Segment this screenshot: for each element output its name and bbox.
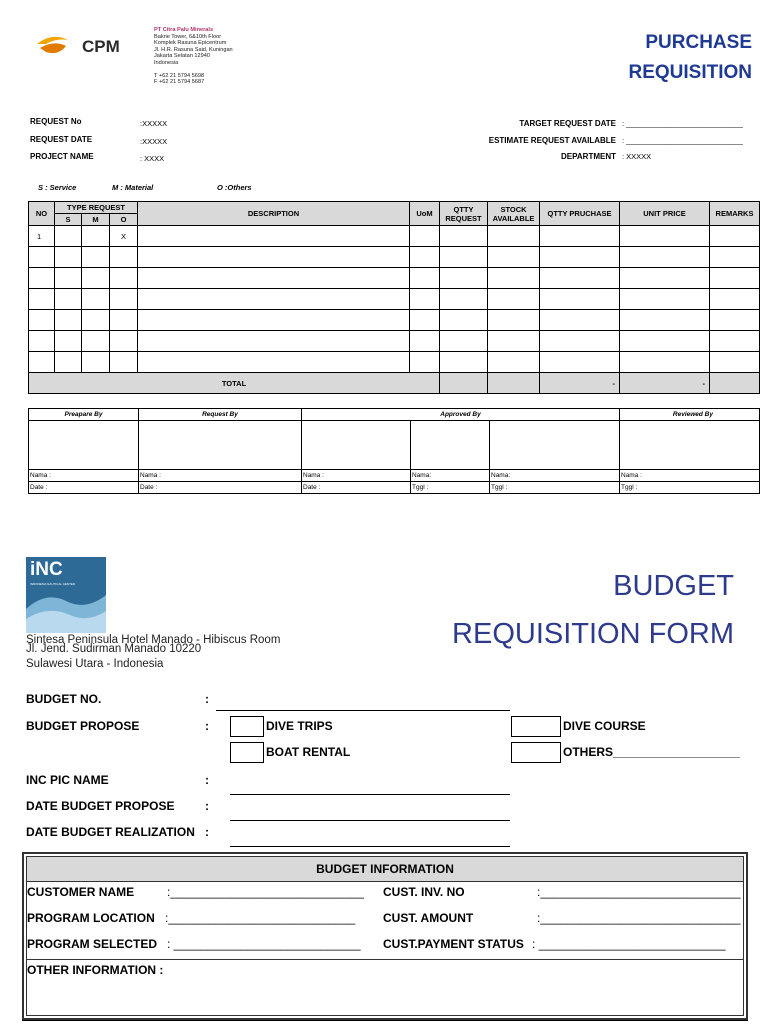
cell[interactable] <box>82 331 110 352</box>
cell[interactable] <box>138 352 410 373</box>
date-field[interactable]: Tggl : <box>411 482 490 494</box>
nama-field[interactable]: Nama: <box>411 470 490 482</box>
cell[interactable] <box>55 247 82 268</box>
date-field[interactable]: Tggl : <box>620 482 760 494</box>
table-row <box>29 289 760 310</box>
cust-amount-input[interactable]: :______________________________ <box>537 911 741 925</box>
address-line: Jakarta Selatan 12940 <box>154 53 210 60</box>
table-row <box>29 247 760 268</box>
cpm-logo-text: CPM <box>82 37 120 56</box>
cell[interactable] <box>440 331 488 352</box>
colon: : <box>205 692 209 706</box>
request-by-heading: Request By <box>139 409 302 421</box>
budget-information-heading: BUDGET INFORMATION <box>27 857 743 882</box>
items-table <box>28 201 760 394</box>
cell[interactable] <box>110 268 138 289</box>
total-stock <box>488 373 540 394</box>
cust-inv-no-input[interactable]: :______________________________ <box>537 885 741 899</box>
signature-box[interactable] <box>411 421 490 470</box>
inc-address <box>26 633 280 672</box>
total-qtty-request <box>440 373 488 394</box>
cell[interactable] <box>410 289 440 310</box>
address-line: Sintesa Peninsula Hotel Manado - Hibiscus Room <box>26 634 281 646</box>
address-line: Sulawesi Utara - Indonesia <box>26 658 164 670</box>
cell[interactable] <box>82 268 110 289</box>
cust-inv-no-label: CUST. INV. NO <box>383 885 465 899</box>
cell[interactable] <box>440 268 488 289</box>
form-title <box>628 28 752 88</box>
cell[interactable] <box>710 352 760 373</box>
address-line: Bakrie Tower, 6&10th Floor <box>154 33 222 40</box>
total-row <box>29 373 760 394</box>
header-uom: UoM <box>410 202 440 226</box>
cell[interactable] <box>110 247 138 268</box>
cell[interactable] <box>540 268 620 289</box>
date-field[interactable]: Date : <box>29 482 139 494</box>
company-address <box>154 27 233 86</box>
cell[interactable] <box>710 247 760 268</box>
date-field[interactable]: Tggl : <box>490 482 620 494</box>
request-no-value[interactable]: :XXXXX <box>140 119 168 128</box>
header-o: O <box>110 214 138 226</box>
cell[interactable] <box>138 331 410 352</box>
cell[interactable] <box>620 268 710 289</box>
others-label[interactable]: OTHERS___________________ <box>563 745 740 759</box>
cell[interactable] <box>29 310 55 331</box>
cell[interactable] <box>440 310 488 331</box>
dive-course-checkbox[interactable] <box>511 716 561 737</box>
cell[interactable] <box>440 289 488 310</box>
address-line: Komplek Rasuna Epicentrum <box>154 40 227 47</box>
header-qtty-purchase: QTTY PRUCHASE <box>540 202 620 226</box>
cell[interactable] <box>710 289 760 310</box>
cell-s[interactable] <box>55 226 82 247</box>
cell[interactable] <box>110 310 138 331</box>
budget-information-inner <box>26 856 744 1016</box>
cell[interactable] <box>410 352 440 373</box>
project-name-label: PROJECT NAME <box>30 152 94 161</box>
cell[interactable] <box>540 331 620 352</box>
legend-service: S : Service <box>38 183 77 192</box>
wave-graphic <box>26 587 106 633</box>
cell[interactable] <box>620 352 710 373</box>
cell[interactable] <box>110 352 138 373</box>
address-line: Jl. H.R. Rasuna Said, Kuningan <box>154 46 233 53</box>
cell[interactable] <box>410 331 440 352</box>
title-line: PURCHASE <box>645 32 752 53</box>
cell[interactable] <box>138 247 410 268</box>
estimate-available-label: ESTIMATE REQUEST AVAILABLE <box>488 136 616 145</box>
inc-pic-name-label: INC PIC NAME <box>26 773 109 787</box>
cell[interactable] <box>620 247 710 268</box>
customer-name-input[interactable]: :_____________________________ <box>167 885 364 899</box>
nama-field[interactable]: Nama : <box>139 470 302 482</box>
request-date-value[interactable]: :XXXXX <box>140 137 168 146</box>
cell[interactable] <box>29 331 55 352</box>
cell[interactable] <box>540 247 620 268</box>
department-label: DEPARTMENT <box>561 152 616 161</box>
cell[interactable] <box>410 268 440 289</box>
cell[interactable] <box>138 268 410 289</box>
date-budget-propose-input[interactable] <box>230 820 510 821</box>
cell[interactable] <box>710 331 760 352</box>
colon: : <box>205 719 209 733</box>
cell-unit-price[interactable] <box>620 226 710 247</box>
cell[interactable] <box>55 268 82 289</box>
cell[interactable] <box>410 247 440 268</box>
nama-field[interactable]: Nama : <box>29 470 139 482</box>
signature-box[interactable] <box>302 421 411 470</box>
cell[interactable] <box>110 331 138 352</box>
cell-o[interactable]: X <box>110 226 138 247</box>
target-date-value[interactable]: : ____________________________ <box>622 119 743 128</box>
inc-logo-subtext: INDONESIA NAUTICAL CENTER <box>30 582 76 586</box>
request-date-label: REQUEST DATE <box>30 135 93 144</box>
cell[interactable] <box>29 268 55 289</box>
cell[interactable] <box>55 331 82 352</box>
cell[interactable] <box>138 310 410 331</box>
budget-information-box <box>22 852 748 1020</box>
total-remarks <box>710 373 760 394</box>
cell-m[interactable] <box>82 226 110 247</box>
header-m: M <box>82 214 110 226</box>
reviewed-by-heading: Reviewed By <box>620 409 760 421</box>
cell[interactable] <box>620 310 710 331</box>
date-field[interactable]: Date : <box>139 482 302 494</box>
cust-amount-label: CUST. AMOUNT <box>383 911 474 925</box>
header-remarks: REMARKS <box>710 202 760 226</box>
cell-qtty-purchase[interactable] <box>540 226 620 247</box>
nama-field[interactable]: Nama: <box>490 470 620 482</box>
cell[interactable] <box>488 247 540 268</box>
title-line: BUDGET <box>613 570 734 602</box>
program-location-input[interactable]: :____________________________ <box>165 911 356 925</box>
header-qtty-request: QTTY REQUEST <box>440 202 488 226</box>
cell[interactable] <box>82 247 110 268</box>
cust-payment-status-label: CUST.PAYMENT STATUS <box>383 937 524 951</box>
title-line: REQUISITION FORM <box>452 618 734 650</box>
divider <box>27 959 743 960</box>
cell[interactable] <box>488 331 540 352</box>
cell[interactable] <box>29 352 55 373</box>
nama-field[interactable]: Nama : <box>302 470 411 482</box>
header-type-request: TYPE REQUEST <box>55 202 138 214</box>
customer-name-label: CUSTOMER NAME <box>27 885 135 899</box>
dive-course-label: DIVE COURSE <box>563 719 646 733</box>
cell[interactable] <box>110 289 138 310</box>
estimate-available-value[interactable]: : ____________________________ <box>622 136 743 145</box>
inc-logo <box>26 557 106 633</box>
table-row <box>29 352 760 373</box>
cell[interactable] <box>488 310 540 331</box>
inc-logo-text: iNC <box>30 559 63 580</box>
dive-trips-label: DIVE TRIPS <box>266 719 333 733</box>
signature-box[interactable] <box>620 421 760 470</box>
cell[interactable] <box>540 289 620 310</box>
table-row <box>29 226 760 247</box>
header-stock-available: STOCK AVAILABLE <box>488 202 540 226</box>
legend-material: M : Material <box>112 183 154 192</box>
cell[interactable] <box>710 268 760 289</box>
cell[interactable] <box>488 289 540 310</box>
cell[interactable] <box>620 289 710 310</box>
cell[interactable] <box>710 310 760 331</box>
dive-trips-checkbox[interactable] <box>230 716 264 737</box>
boat-rental-label: BOAT RENTAL <box>266 745 351 759</box>
cell[interactable] <box>488 268 540 289</box>
signature-table <box>28 408 760 494</box>
cpm-logo <box>34 30 144 60</box>
program-selected-input[interactable]: : ____________________________ <box>167 937 361 951</box>
cell[interactable] <box>138 289 410 310</box>
other-information-label: OTHER INFORMATION : <box>27 963 164 977</box>
cust-payment-status-input[interactable]: : ____________________________ <box>532 937 726 951</box>
date-field[interactable]: Date : <box>302 482 411 494</box>
company-name: PT Citra Palu Minerals <box>154 27 214 33</box>
cell[interactable] <box>55 310 82 331</box>
cell[interactable] <box>410 310 440 331</box>
table-row <box>29 331 760 352</box>
others-checkbox[interactable] <box>511 742 561 763</box>
budget-no-input[interactable] <box>216 710 510 711</box>
cell-qtty-request[interactable] <box>440 226 488 247</box>
address-line: Jl. Jend. Sudirman Manado 10220 <box>26 643 202 655</box>
cell-description[interactable] <box>138 226 410 247</box>
cell[interactable] <box>440 247 488 268</box>
date-budget-realization-input[interactable] <box>230 846 510 847</box>
signature-box[interactable] <box>29 421 139 470</box>
department-value[interactable]: : XXXXX <box>622 152 652 161</box>
fax-number: F +62 21 5794 5687 <box>154 79 205 86</box>
program-selected-label: PROGRAM SELECTED <box>27 937 158 951</box>
date-budget-propose-label: DATE BUDGET PROPOSE <box>26 799 175 813</box>
nama-field[interactable]: Nama : <box>620 470 760 482</box>
header-description: DESCRIPTION <box>138 202 410 226</box>
page-bottom-edge <box>22 1020 748 1025</box>
date-budget-realization-label: DATE BUDGET REALIZATION <box>26 825 195 839</box>
colon: : <box>205 825 209 839</box>
phone-number: T +62 21 5794 5698 <box>154 72 205 79</box>
cell[interactable] <box>82 352 110 373</box>
total-unit-price: - <box>620 373 710 394</box>
target-date-label: TARGET REQUEST DATE <box>519 119 616 128</box>
prepare-by-heading: Preapare By <box>29 409 139 421</box>
cell[interactable] <box>29 247 55 268</box>
project-name-value[interactable]: : XXXX <box>140 154 165 163</box>
cell[interactable] <box>620 331 710 352</box>
cell[interactable] <box>540 310 620 331</box>
total-qtty-purchase: - <box>540 373 620 394</box>
signature-box[interactable] <box>490 421 620 470</box>
header-no: NO <box>29 202 55 226</box>
cell-remarks[interactable] <box>710 226 760 247</box>
total-label: TOTAL <box>29 373 440 394</box>
cell[interactable] <box>488 352 540 373</box>
cell-no[interactable]: 1 <box>29 226 55 247</box>
request-no-label: REQUEST No <box>30 117 82 126</box>
legend-others: O :Others <box>217 183 252 192</box>
boat-rental-checkbox[interactable] <box>230 742 264 763</box>
signature-box[interactable] <box>139 421 302 470</box>
header-s: S <box>55 214 82 226</box>
header-unit-price: UNIT PRICE <box>620 202 710 226</box>
cell[interactable] <box>55 289 82 310</box>
colon: : <box>205 773 209 787</box>
table-row <box>29 310 760 331</box>
budget-form-title <box>452 562 734 658</box>
budget-no-label: BUDGET NO. <box>26 692 102 706</box>
cell[interactable] <box>55 352 82 373</box>
approved-by-heading: Approved By <box>302 409 620 421</box>
cell[interactable] <box>540 352 620 373</box>
cell-uom[interactable] <box>410 226 440 247</box>
address-line: Indonesia <box>154 59 179 66</box>
budget-propose-label: BUDGET PROPOSE <box>26 719 140 733</box>
cell[interactable] <box>82 289 110 310</box>
cell[interactable] <box>29 289 55 310</box>
cell[interactable] <box>82 310 110 331</box>
title-line: REQUISITION <box>628 62 752 83</box>
inc-pic-name-input[interactable] <box>230 794 510 795</box>
colon: : <box>205 799 209 813</box>
cell[interactable] <box>440 352 488 373</box>
table-row <box>29 268 760 289</box>
program-location-label: PROGRAM LOCATION <box>27 911 155 925</box>
cell-stock[interactable] <box>488 226 540 247</box>
